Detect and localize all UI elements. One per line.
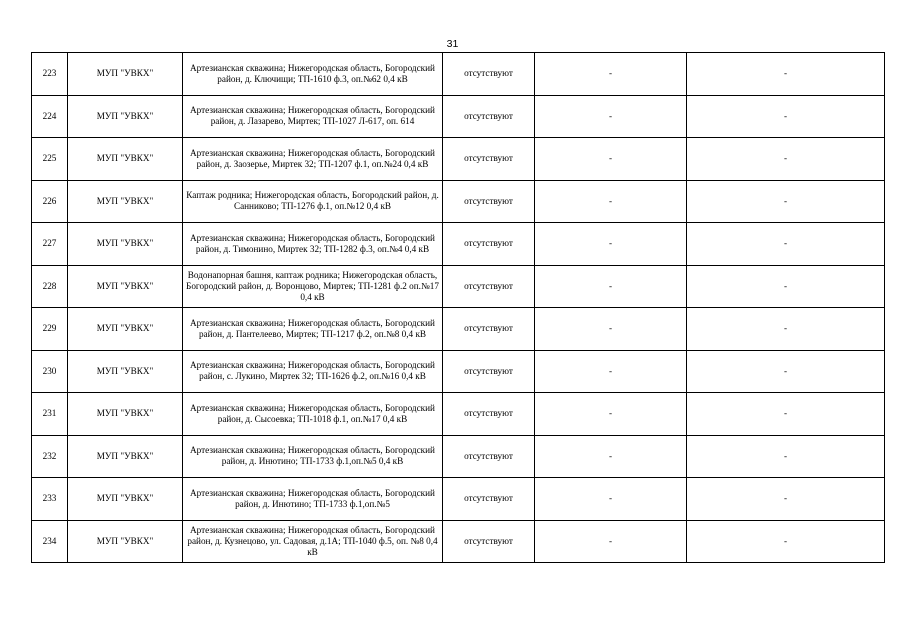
status-cell: отсутствуют bbox=[443, 520, 535, 563]
value-cell: - bbox=[535, 435, 687, 478]
table-row bbox=[32, 308, 885, 351]
organization-cell: МУП "УВКХ" bbox=[68, 393, 183, 436]
value-cell: - bbox=[687, 350, 885, 393]
status-cell: отсутствуют bbox=[443, 95, 535, 138]
value-cell: - bbox=[535, 265, 687, 308]
object-description-cell: Каптаж родника; Нижегородская область, Богородский район, д. Санниково; ТП-1276 ф.1, оп.№12 0,4 кВ bbox=[183, 180, 443, 223]
value-cell: - bbox=[687, 53, 885, 96]
table-row bbox=[32, 350, 885, 393]
row-number-cell: 231 bbox=[32, 393, 68, 436]
value-cell: - bbox=[687, 265, 885, 308]
row-number-cell: 232 bbox=[32, 435, 68, 478]
table-row bbox=[32, 180, 885, 223]
status-cell: отсутствуют bbox=[443, 265, 535, 308]
table-body bbox=[32, 53, 885, 563]
row-number-cell: 226 bbox=[32, 180, 68, 223]
object-description-cell: Артезианская скважина; Нижегородская область, Богородский район, д. Пантелеево, Миртек; ТП-1217 ф.2, оп.№8 0,4 кВ bbox=[183, 308, 443, 351]
organization-cell: МУП "УВКХ" bbox=[68, 308, 183, 351]
status-cell: отсутствуют bbox=[443, 138, 535, 181]
value-cell: - bbox=[687, 478, 885, 521]
value-cell: - bbox=[687, 138, 885, 181]
table-row bbox=[32, 53, 885, 96]
status-cell: отсутствуют bbox=[443, 53, 535, 96]
row-number-cell: 224 bbox=[32, 95, 68, 138]
object-description-cell: Артезианская скважина; Нижегородская область, Богородский район, д. Тимонино, Миртек 32; ТП-1282 ф.3, оп.№4 0,4 кВ bbox=[183, 223, 443, 266]
organization-cell: МУП "УВКХ" bbox=[68, 180, 183, 223]
value-cell: - bbox=[535, 308, 687, 351]
row-number-cell: 227 bbox=[32, 223, 68, 266]
value-cell: - bbox=[535, 350, 687, 393]
registry-table bbox=[31, 52, 885, 563]
row-number-cell: 225 bbox=[32, 138, 68, 181]
object-description-cell: Артезианская скважина; Нижегородская область, Богородский район, д. Инютино; ТП-1733 ф.1,оп.№5 bbox=[183, 478, 443, 521]
status-cell: отсутствуют bbox=[443, 350, 535, 393]
organization-cell: МУП "УВКХ" bbox=[68, 223, 183, 266]
table-row bbox=[32, 478, 885, 521]
organization-cell: МУП "УВКХ" bbox=[68, 53, 183, 96]
value-cell: - bbox=[535, 180, 687, 223]
object-description-cell: Артезианская скважина; Нижегородская область, Богородский район, д. Лазарево, Миртек; ТП-1027 Л-617, оп. 614 bbox=[183, 95, 443, 138]
value-cell: - bbox=[535, 138, 687, 181]
status-cell: отсутствуют bbox=[443, 393, 535, 436]
object-description-cell: Артезианская скважина; Нижегородская область, Богородский район, д. Кузнецово, ул. Садовая, д.1А; ТП-1040 ф.5, оп. №8 0,4 кВ bbox=[183, 520, 443, 563]
status-cell: отсутствуют bbox=[443, 308, 535, 351]
page-number: 31 bbox=[446, 38, 459, 50]
value-cell: - bbox=[687, 223, 885, 266]
value-cell: - bbox=[687, 308, 885, 351]
table-row bbox=[32, 223, 885, 266]
object-description-cell: Артезианская скважина; Нижегородская область, Богородский район, с. Лукино, Миртек 32; ТП-1626 ф.2, оп.№16 0,4 кВ bbox=[183, 350, 443, 393]
organization-cell: МУП "УВКХ" bbox=[68, 138, 183, 181]
row-number-cell: 234 bbox=[32, 520, 68, 563]
row-number-cell: 223 bbox=[32, 53, 68, 96]
object-description-cell: Водонапорная башня, каптаж родника; Нижегородская область, Богородский район, д. Воронцово, Миртек; ТП-1281 ф.2 оп.№17 0,4 кВ bbox=[183, 265, 443, 308]
value-cell: - bbox=[687, 95, 885, 138]
value-cell: - bbox=[535, 478, 687, 521]
value-cell: - bbox=[687, 435, 885, 478]
organization-cell: МУП "УВКХ" bbox=[68, 95, 183, 138]
object-description-cell: Артезианская скважина; Нижегородская область, Богородский район, д. Ключищи; ТП-1610 ф.3, оп.№62 0,4 кВ bbox=[183, 53, 443, 96]
row-number-cell: 228 bbox=[32, 265, 68, 308]
status-cell: отсутствуют bbox=[443, 180, 535, 223]
object-description-cell: Артезианская скважина; Нижегородская область, Богородский район, д. Инютино; ТП-1733 ф.1,оп.№5 0,4 кВ bbox=[183, 435, 443, 478]
organization-cell: МУП "УВКХ" bbox=[68, 265, 183, 308]
row-number-cell: 230 bbox=[32, 350, 68, 393]
table-row bbox=[32, 520, 885, 563]
organization-cell: МУП "УВКХ" bbox=[68, 350, 183, 393]
value-cell: - bbox=[687, 520, 885, 563]
table-row bbox=[32, 265, 885, 308]
row-number-cell: 229 bbox=[32, 308, 68, 351]
value-cell: - bbox=[535, 393, 687, 436]
value-cell: - bbox=[535, 95, 687, 138]
status-cell: отсутствуют bbox=[443, 223, 535, 266]
value-cell: - bbox=[535, 53, 687, 96]
table-row bbox=[32, 393, 885, 436]
status-cell: отсутствуют bbox=[443, 478, 535, 521]
organization-cell: МУП "УВКХ" bbox=[68, 520, 183, 563]
value-cell: - bbox=[535, 520, 687, 563]
object-description-cell: Артезианская скважина; Нижегородская область, Богородский район, д. Заозерье, Миртек 32; ТП-1207 ф.1, оп.№24 0,4 кВ bbox=[183, 138, 443, 181]
value-cell: - bbox=[687, 180, 885, 223]
value-cell: - bbox=[535, 223, 687, 266]
table-row bbox=[32, 95, 885, 138]
value-cell: - bbox=[687, 393, 885, 436]
organization-cell: МУП "УВКХ" bbox=[68, 435, 183, 478]
organization-cell: МУП "УВКХ" bbox=[68, 478, 183, 521]
table-row bbox=[32, 138, 885, 181]
row-number-cell: 233 bbox=[32, 478, 68, 521]
table-row bbox=[32, 435, 885, 478]
status-cell: отсутствуют bbox=[443, 435, 535, 478]
object-description-cell: Артезианская скважина; Нижегородская область, Богородский район, д. Сысоевка; ТП-1018 ф.1, оп.№17 0,4 кВ bbox=[183, 393, 443, 436]
